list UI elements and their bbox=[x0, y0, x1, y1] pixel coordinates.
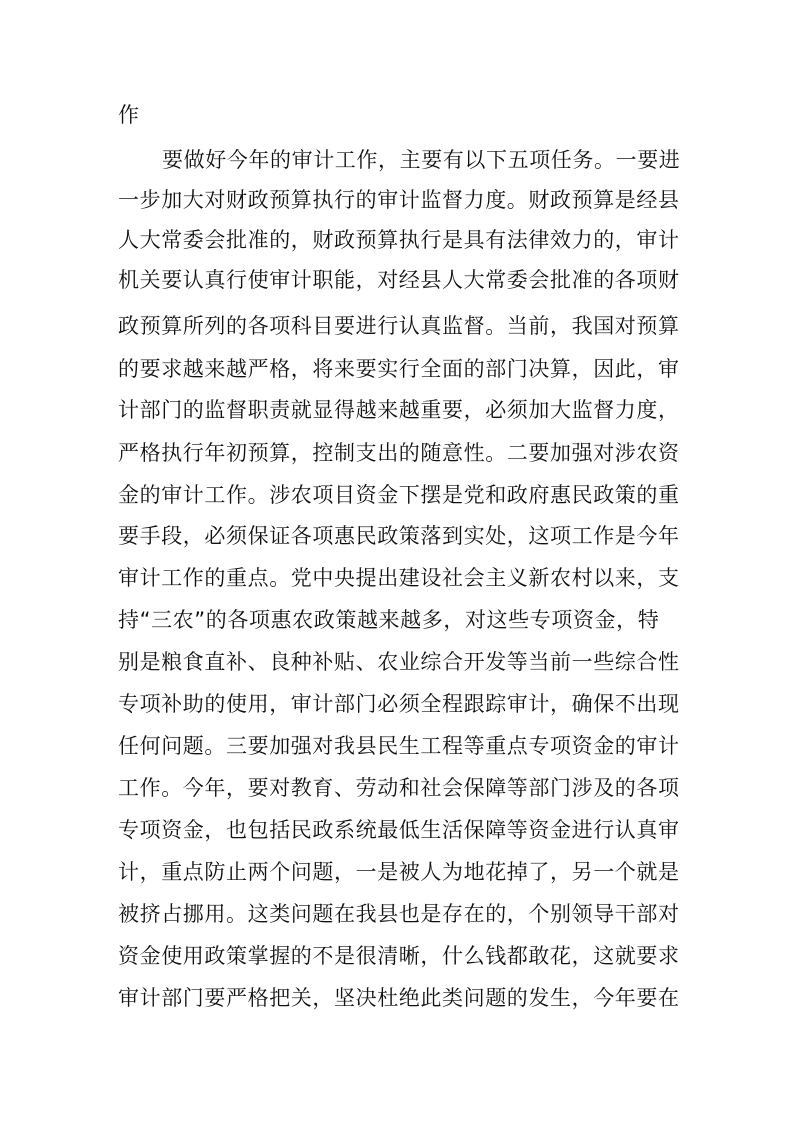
text-line-19: 计，重点防止两个问题，一是被人为地花掉了，另一个就是 bbox=[118, 860, 680, 884]
text-line-17: 工作。今年，要对教育、劳动和社会保障等部门涉及的各项 bbox=[118, 776, 680, 800]
text-line-15: 专项补助的使用，审计部门必须全程跟踪审计，确保不出现 bbox=[118, 692, 680, 716]
paragraph-first-line: 要做好今年的审计工作，主要有以下五项任务。一要进 bbox=[162, 148, 681, 172]
text-line-11: 要手段，必须保证各项惠民政策落到实处，这项工作是今年 bbox=[118, 524, 680, 548]
text-line-22: 审计部门要严格把关，坚决杜绝此类问题的发生，今年要在 bbox=[118, 986, 680, 1010]
text-line-13: 持“三农”的各项惠农政策越来越多，对这些专项资金，特 bbox=[118, 608, 660, 632]
text-line-20: 被挤占挪用。这类问题在我县也是存在的，个别领导干部对 bbox=[118, 902, 680, 926]
text-line-4: 人大常委会批准的，财政预算执行是具有法律效力的，审计 bbox=[118, 228, 680, 252]
text-line-7: 的要求越来越严格，将来要实行全面的部门决算，因此，审 bbox=[118, 357, 680, 381]
text-line-12: 审计工作的重点。党中央提出建设社会主义新农村以来，支 bbox=[118, 566, 680, 590]
text-line-9: 严格执行年初预算，控制支出的随意性。二要加强对涉农资 bbox=[118, 441, 680, 465]
text-line-18: 专项资金，也包括民政系统最低生活保障等资金进行认真审 bbox=[118, 818, 680, 842]
text-line-3: 一步加大对财政预算执行的审计监督力度。财政预算是经县 bbox=[118, 188, 680, 212]
text-line-5: 机关要认真行使审计职能，对经县人大常委会批准的各项财 bbox=[118, 268, 680, 292]
text-line-10: 金的审计工作。涉农项目资金下摆是党和政府惠民政策的重 bbox=[118, 483, 680, 507]
text-line-16: 任何问题。三要加强对我县民生工程等重点专项资金的审计 bbox=[118, 734, 680, 758]
text-line-6: 政预算所列的各项科目要进行认真监督。当前，我国对预算 bbox=[118, 314, 680, 338]
text-line-8: 计部门的监督职责就显得越来越重要，必须加大监督力度， bbox=[118, 398, 680, 422]
text-line-14: 别是粮食直补、良种补贴、农业综合开发等当前一些综合性 bbox=[118, 650, 680, 674]
text-line-1: 作 bbox=[118, 103, 140, 127]
text-line-21: 资金使用政策掌握的不是很清晰，什么钱都敢花，这就要求 bbox=[118, 944, 680, 968]
